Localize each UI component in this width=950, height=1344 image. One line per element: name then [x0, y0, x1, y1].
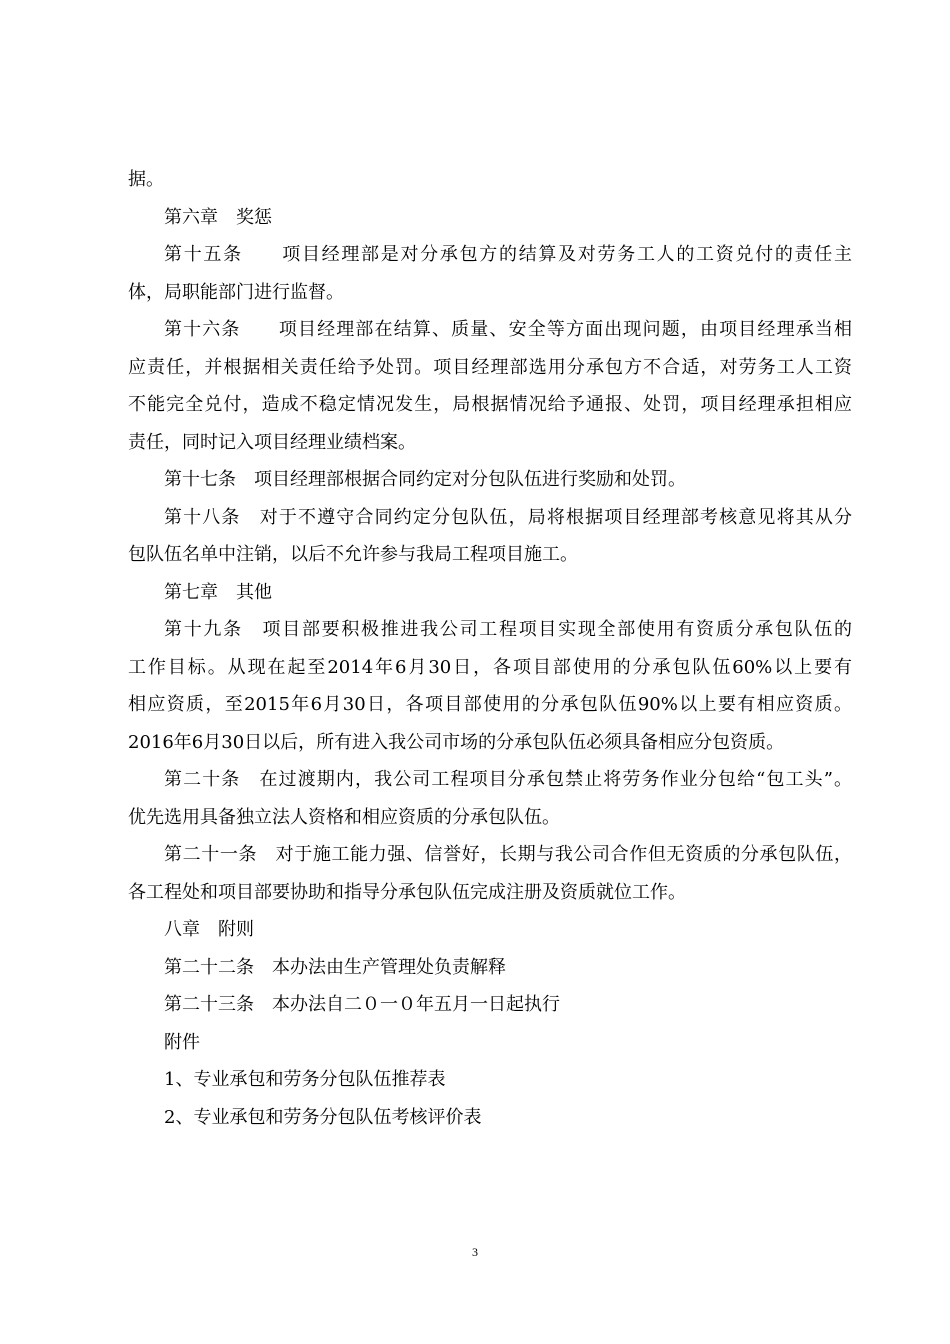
text-line: 据。	[128, 169, 164, 190]
text-line: 相应资质，至2015年6月30日，各项目部使用的分承包队伍90%以上要有相应资质。	[128, 694, 852, 715]
text-line: 第二十一条 对于施工能力强、信誉好，长期与我公司合作但无资质的分承包队伍，	[164, 844, 852, 865]
text-line: 优先选用具备独立法人资格和相应资质的分承包队伍。	[128, 806, 560, 828]
text-line: 第十六条 项目经理部在结算、质量、安全等方面出现问题，由项目经理承当相	[164, 319, 852, 340]
attachments-heading: 附件	[164, 1031, 200, 1053]
text-line: 责任，同时记入项目经理业绩档案。	[128, 431, 416, 453]
text-line: 第十九条 项目部要积极推进我公司工程项目实现全部使用有资质分承包队伍的	[164, 619, 852, 640]
text-line: 第二十条 在过渡期内，我公司工程项目分承包禁止将劳务作业分包给“包工头”。	[164, 769, 852, 790]
chapter-heading: 八章 附则	[164, 919, 254, 940]
text-line: 第十八条 对于不遵守合同约定分包队伍，局将根据项目经理部考核意见将其从分	[164, 506, 852, 528]
attachment-item: 1、专业承包和劳务分包队伍推荐表	[164, 1069, 446, 1090]
chapter-heading: 第七章 其他	[164, 581, 272, 603]
text-line: 体，局职能部门进行监督。	[128, 281, 344, 303]
text-line: 第二十二条 本办法由生产管理处负责解释	[164, 956, 506, 978]
body-text	[128, 161, 852, 1136]
text-line: 包队伍名单中注销，以后不允许参与我局工程项目施工。	[128, 544, 578, 565]
text-line: 第二十三条 本办法自二０一０年五月一日起执行	[164, 994, 560, 1015]
text-line: 不能完全兑付，造成不稳定情况发生，局根据情况给予通报、处罚，项目经理承担相应	[128, 394, 852, 415]
text-line: 第十五条 项目经理部是对分承包方的结算及对劳务工人的工资兑付的责任主	[164, 244, 852, 265]
chapter-heading: 第六章 奖惩	[164, 206, 272, 228]
text-line: 应责任，并根据相关责任给予处罚。项目经理部选用分承包方不合适，对劳务工人工资	[128, 356, 852, 378]
text-line: 2016年6月30日以后，所有进入我公司市场的分承包队伍必须具备相应分包资质。	[128, 731, 785, 753]
text-line: 各工程处和项目部要协助和指导分承包队伍完成注册及资质就位工作。	[128, 881, 686, 903]
page-number: 3	[472, 1245, 478, 1259]
text-line: 第十七条 项目经理部根据合同约定对分包队伍进行奖励和处罚。	[164, 469, 686, 490]
attachment-item: 2、专业承包和劳务分包队伍考核评价表	[164, 1106, 482, 1128]
text-line: 工作目标。从现在起至2014年6月30日，各项目部使用的分承包队伍60%以上要有	[128, 656, 852, 678]
